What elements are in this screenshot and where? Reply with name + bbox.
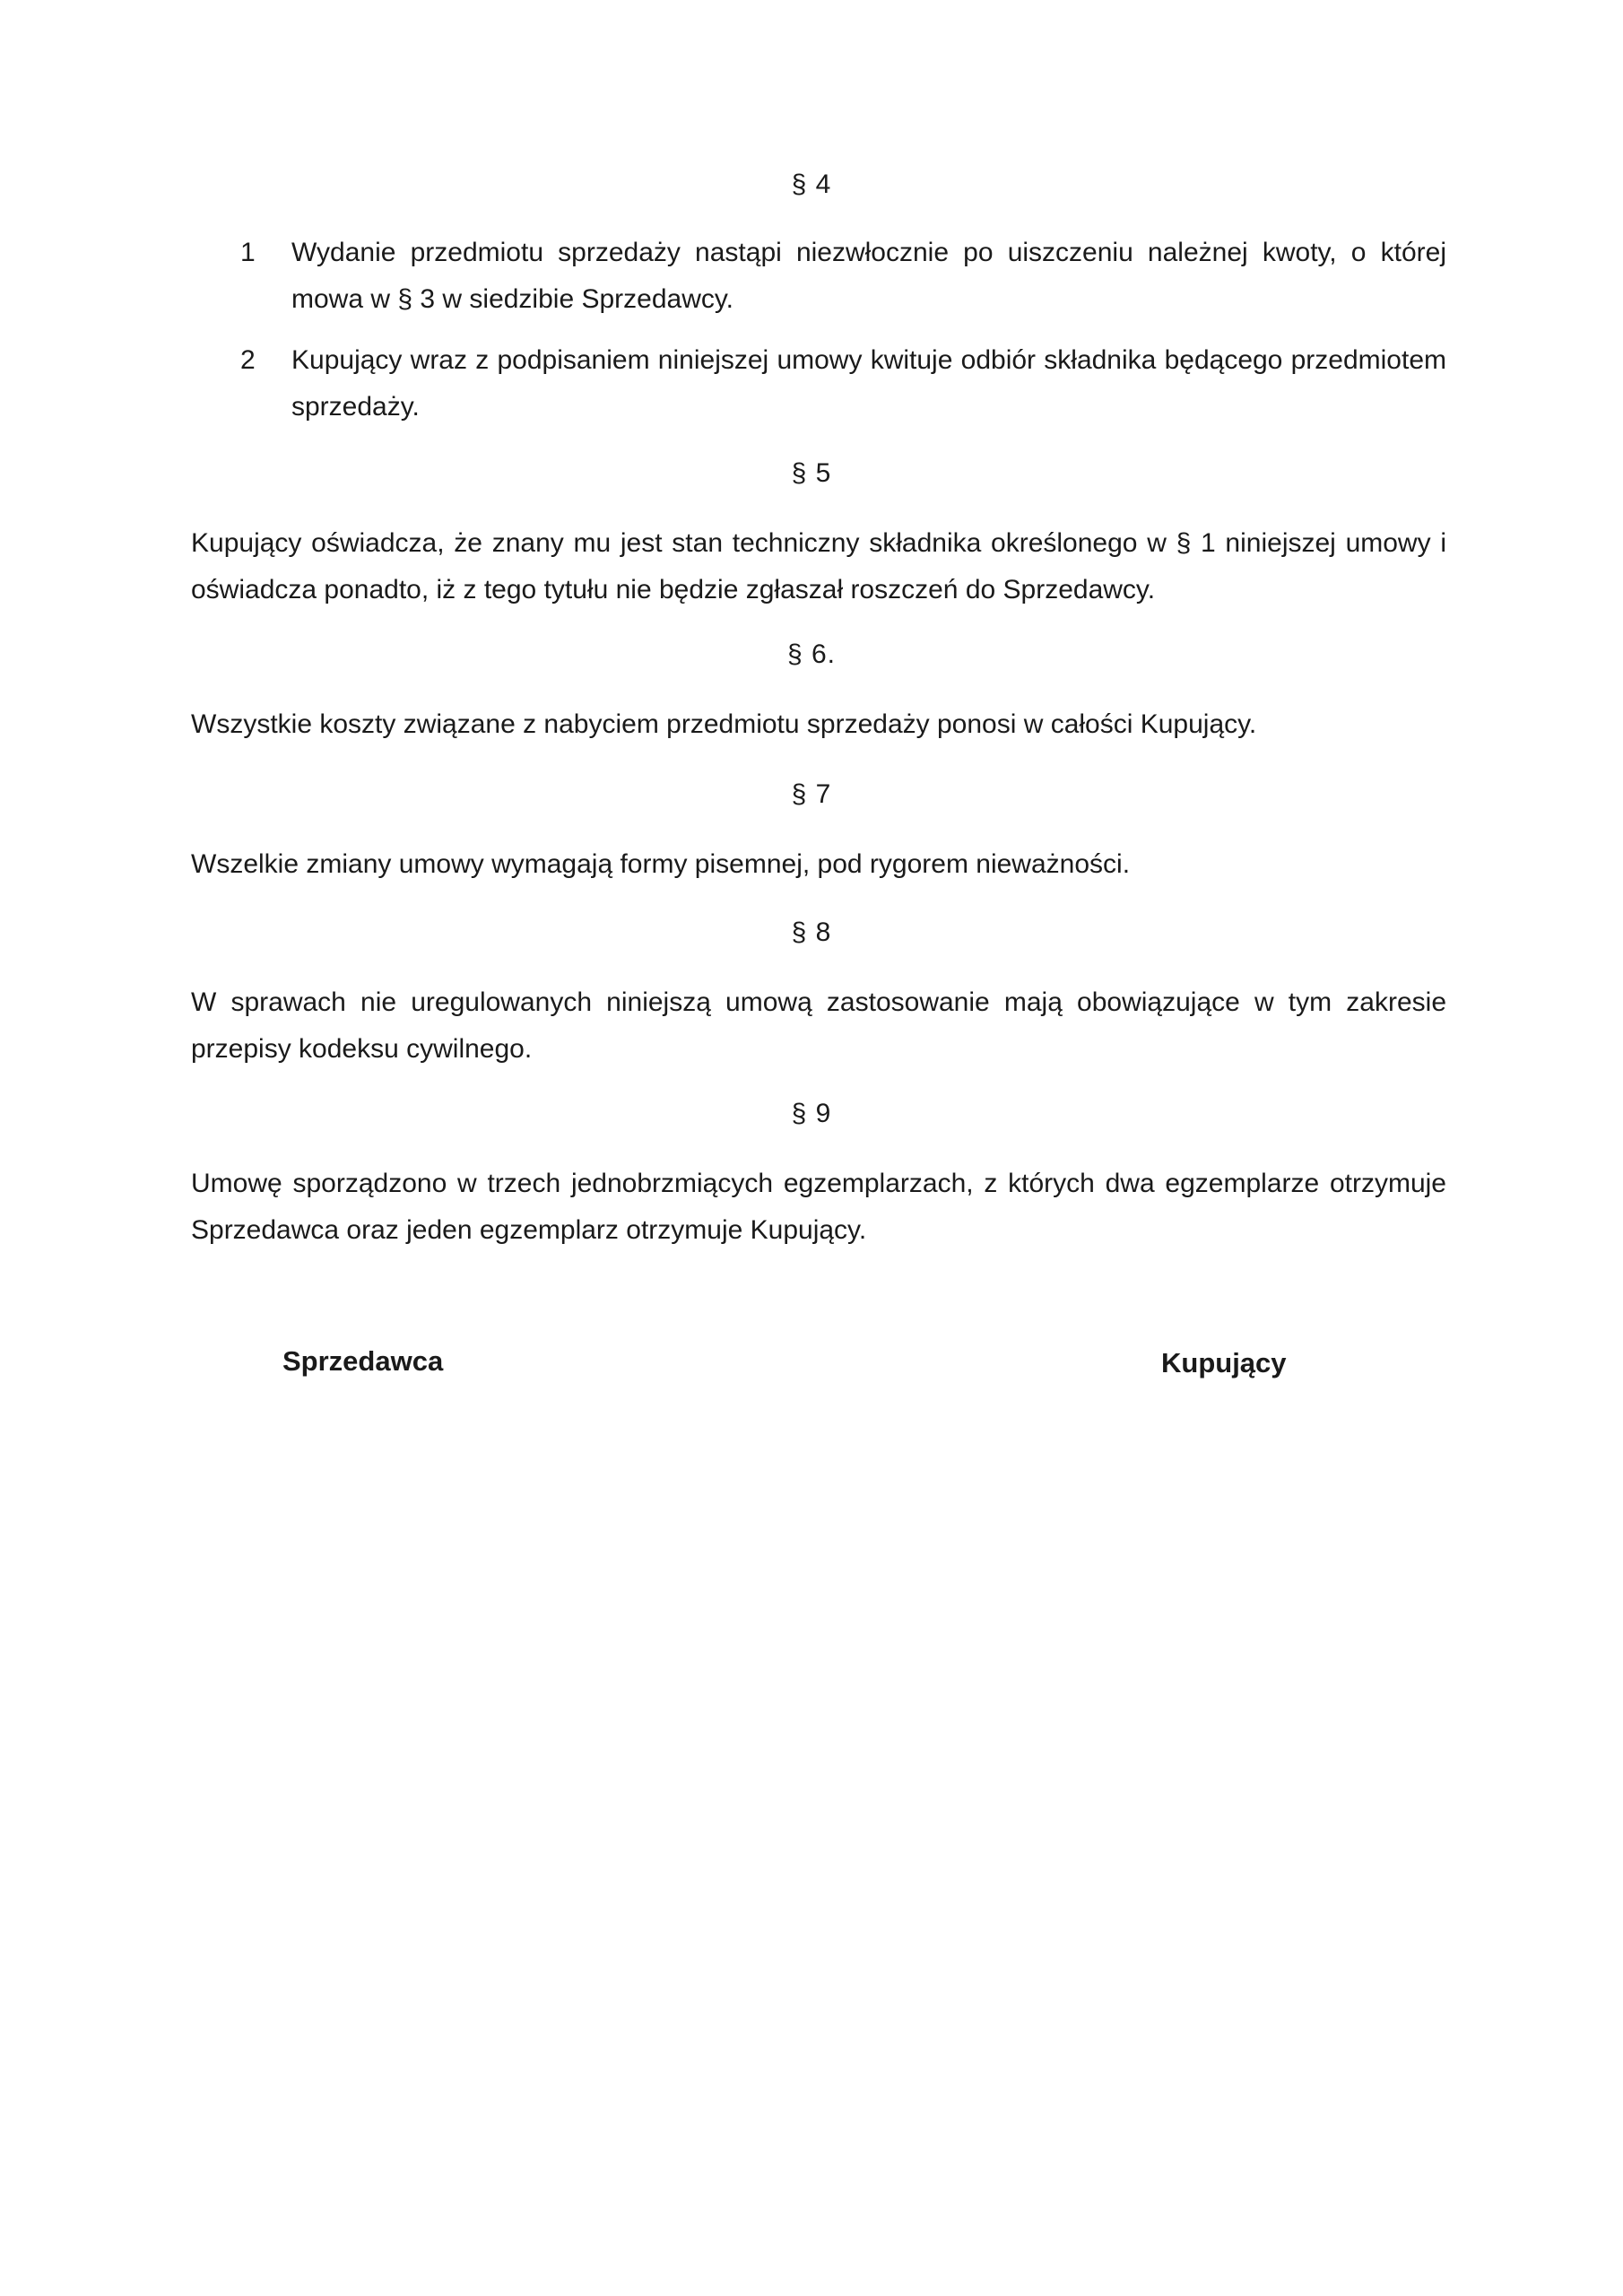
section-6-text: Wszystkie koszty związane z nabyciem przedmiotu sprzedaży ponosi w całości Kupujący. [191, 709, 1257, 739]
section-7-heading: § 7 [791, 779, 832, 809]
section-7-text: Wszelkie zmiany umowy wymagają formy pisemnej, pod rygorem nieważności. [191, 849, 1131, 879]
item-number: 2 [240, 345, 256, 375]
seller-signature-label: Sprzedawca [282, 1345, 444, 1377]
section-4-heading: § 4 [791, 170, 832, 199]
item-text: Kupujący wraz z podpisaniem niniejszej umowy kwituje odbiór składnika będącego przedmiotem sprzedaży. [291, 345, 1446, 422]
section-8-text: W sprawach nie uregulowanych niniejszą umową zastosowanie mają obowiązujące w tym zakresie przepisy kodeksu cywilnego. [191, 987, 1446, 1064]
section-5-heading: § 5 [791, 458, 832, 488]
section-9-heading: § 9 [791, 1099, 832, 1128]
section-9-text: Umowę sporządzono w trzech jednobrzmiących egzemplarzach, z których dwa egzemplarze otrzymuje Sprzedawca oraz jeden egzemplarz otrzymuje Kupujący. [191, 1169, 1446, 1245]
section-5-text: Kupujący oświadcza, że znany mu jest stan techniczny składnika określonego w § 1 niniejszej umowy i oświadcza ponadto, iż z tego tytułu nie będzie zgłaszał roszczeń do Sprzedawcy. [191, 528, 1446, 604]
section-6-heading: § 6. [786, 639, 837, 669]
section-8-heading: § 8 [791, 918, 832, 947]
item-number: 1 [240, 238, 256, 267]
buyer-signature-label: Kupujący [1161, 1347, 1287, 1378]
section-4-item-2 [191, 337, 1446, 430]
item-text: Wydanie przedmiotu sprzedaży nastąpi niezwłocznie po uiszczeniu należnej kwoty, o której mowa w § 3 w siedzibie Sprzedawcy. [291, 238, 1446, 314]
section-4-item-1 [191, 230, 1446, 323]
